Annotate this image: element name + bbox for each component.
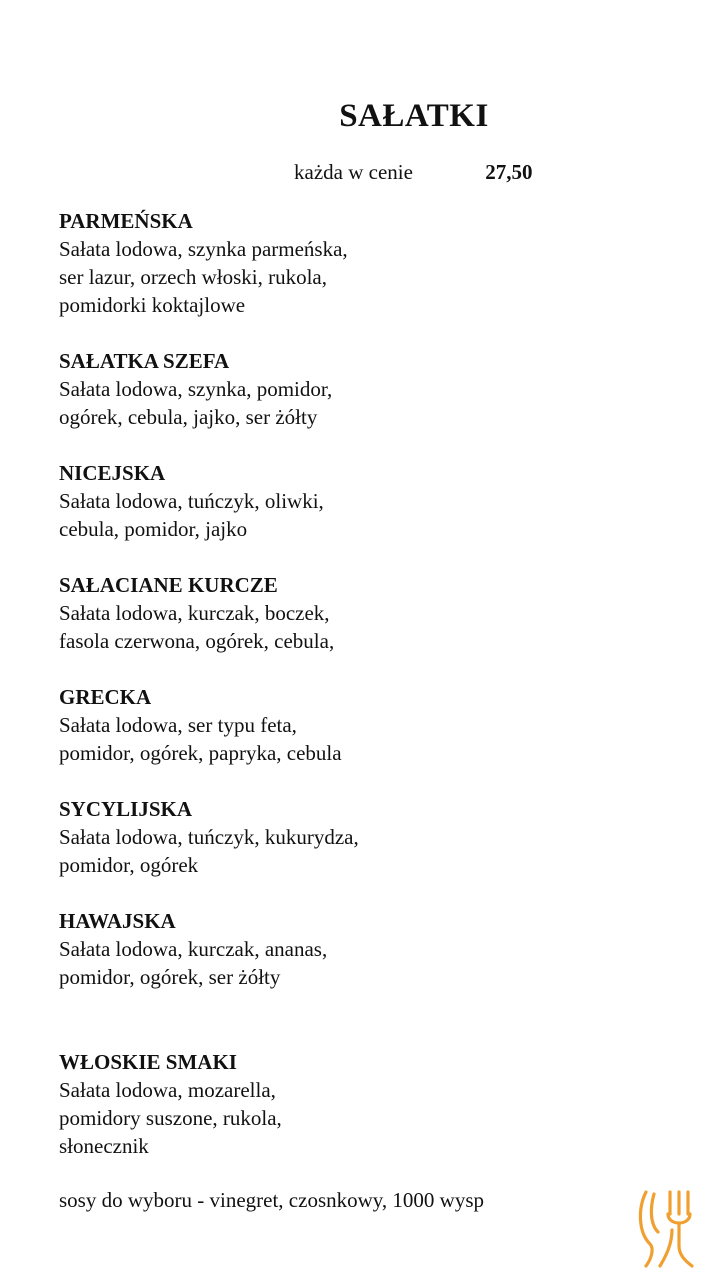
menu-item-line: Sałata lodowa, szynka parmeńska, [59,237,348,261]
menu-item-name: GRECKA [59,685,152,709]
fork-logo-icon [632,1186,702,1270]
menu-item-salaciane-kurcze [59,571,679,655]
price-row [294,160,533,185]
menu-item-wloskie-smaki [59,1048,679,1160]
menu-item-line: Sałata lodowa, mozarella, [59,1078,276,1102]
sauces-note: sosy do wyboru - vinegret, czosnkowy, 1000 wysp [59,1188,485,1212]
menu-item-grecka [59,683,679,767]
menu-item-line: Sałata lodowa, tuńczyk, kukurydza, [59,825,359,849]
menu-item-name: WŁOSKIE SMAKI [59,1050,237,1074]
menu-item-salatka-szefa [59,347,679,431]
menu-item-sycylijska [59,795,679,879]
menu-item-line: pomidorki koktajlowe [59,293,246,317]
menu-item-line: Sałata lodowa, szynka, pomidor, [59,377,333,401]
menu-item-line: Sałata lodowa, tuńczyk, oliwki, [59,489,324,513]
page-title: SAŁATKI [339,98,489,134]
menu-item-name: SYCYLIJSKA [59,797,193,821]
menu-item-line: pomidor, ogórek, papryka, cebula [59,741,342,765]
menu-item-line: Sałata lodowa, kurczak, ananas, [59,937,328,961]
menu-item-line: słonecznik [59,1134,149,1158]
menu-item-line: ogórek, cebula, jajko, ser żółty [59,405,318,429]
menu-item-line: pomidor, ogórek [59,853,199,877]
menu-item-line: cebula, pomidor, jajko [59,517,248,541]
menu-item-line: fasola czerwona, ogórek, cebula, [59,629,335,653]
menu-item-name: SAŁACIANE KURCZE [59,573,278,597]
menu-item-parmenska [59,207,679,319]
menu-item-line: pomidory suszone, rukola, [59,1106,282,1130]
menu-item-line: pomidor, ogórek, ser żółty [59,965,281,989]
price-value: 27,50 [485,160,533,184]
menu-item-name: SAŁATKA SZEFA [59,349,230,373]
menu-item-name: PARMEŃSKA [59,209,193,233]
price-label: każda w cenie [294,160,413,184]
menu-item-nicejska [59,459,679,543]
menu-item-name: HAWAJSKA [59,909,176,933]
menu-item-line: Sałata lodowa, ser typu feta, [59,713,297,737]
menu-item-hawajska [59,907,679,991]
menu-item-name: NICEJSKA [59,461,166,485]
menu-item-line: ser lazur, orzech włoski, rukola, [59,265,327,289]
menu-item-line: Sałata lodowa, kurczak, boczek, [59,601,330,625]
